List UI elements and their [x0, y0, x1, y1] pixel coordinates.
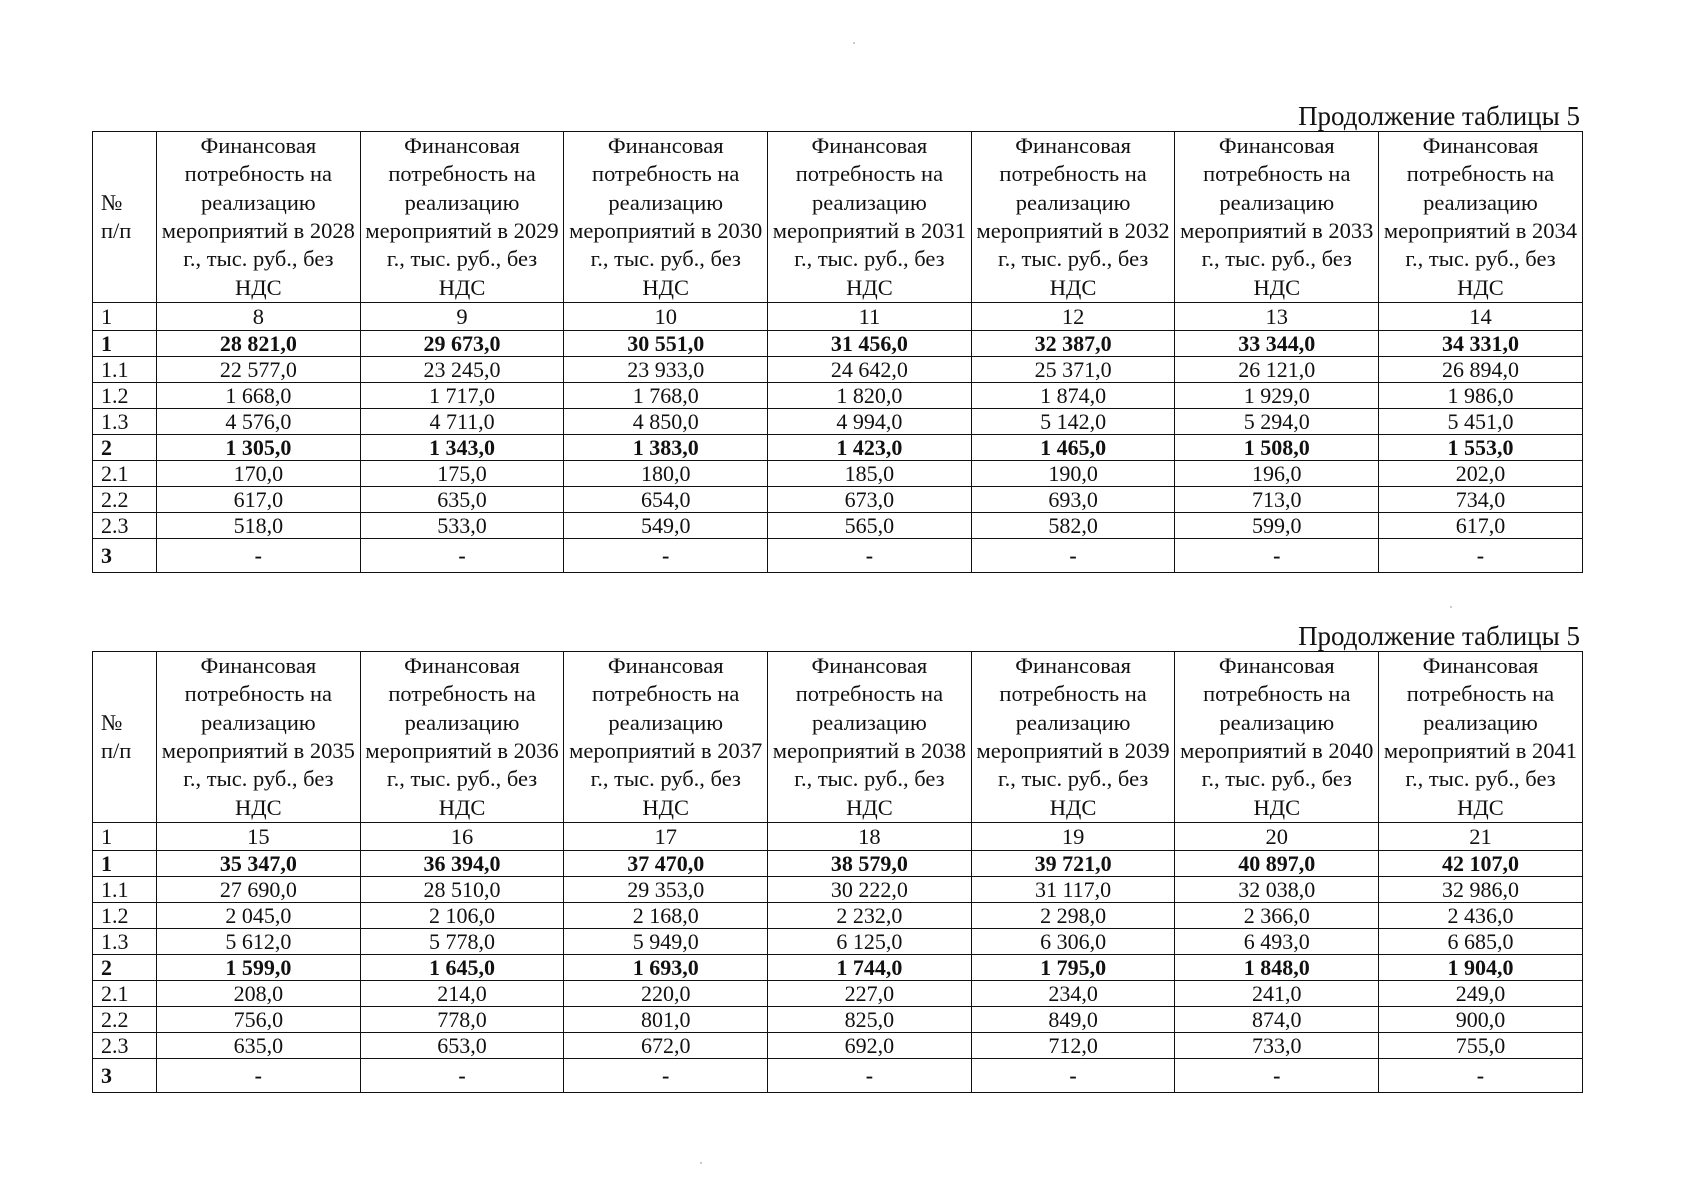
value-cell: 29 353,0	[564, 877, 768, 903]
value-cell: 635,0	[360, 487, 564, 513]
value-cell: 1 848,0	[1175, 955, 1379, 981]
table-row	[93, 851, 1583, 877]
value-cell: 6 493,0	[1175, 929, 1379, 955]
table-caption: Продолжение таблицы 5	[1298, 101, 1580, 131]
value-cell: 5 778,0	[360, 929, 564, 955]
column-number-row	[93, 823, 1583, 851]
value-cell: 39 721,0	[971, 851, 1175, 877]
header-cell: Финансовая потребность на реализацию мероприятий в 2031 г., тыс. руб., без НДС	[768, 132, 972, 303]
header-cell: Финансовая потребность на реализацию мероприятий в 2029 г., тыс. руб., без НДС	[360, 132, 564, 303]
value-cell: 36 394,0	[360, 851, 564, 877]
value-cell: -	[768, 1059, 972, 1093]
value-cell: 712,0	[971, 1033, 1175, 1059]
value-cell: 1 645,0	[360, 955, 564, 981]
value-cell: 42 107,0	[1379, 851, 1583, 877]
value-cell: 190,0	[971, 461, 1175, 487]
table-row	[93, 929, 1583, 955]
value-cell: -	[1175, 539, 1379, 573]
value-cell: 849,0	[971, 1007, 1175, 1033]
column-number-cell: 16	[360, 823, 564, 851]
value-cell: 185,0	[768, 461, 972, 487]
value-cell: 5 451,0	[1379, 409, 1583, 435]
table-row	[93, 513, 1583, 539]
value-cell: 37 470,0	[564, 851, 768, 877]
value-cell: 38 579,0	[768, 851, 972, 877]
table-caption: Продолжение таблицы 5	[1298, 621, 1580, 651]
value-cell: -	[971, 1059, 1175, 1093]
row-number-cell: 1.3	[93, 409, 157, 435]
scan-speck	[700, 1162, 702, 1164]
row-number-cell: 2.3	[93, 1033, 157, 1059]
value-cell: 654,0	[564, 487, 768, 513]
row-number-cell: 2.3	[93, 513, 157, 539]
value-cell: 4 711,0	[360, 409, 564, 435]
table-row	[93, 1033, 1583, 1059]
value-cell: -	[1379, 539, 1583, 573]
row-number-cell: 1.1	[93, 877, 157, 903]
table-block-2	[92, 621, 1582, 1093]
value-cell: 1 599,0	[157, 955, 361, 981]
value-cell: 33 344,0	[1175, 331, 1379, 357]
financial-table	[92, 651, 1583, 1093]
column-number-cell: 21	[1379, 823, 1583, 851]
value-cell: 617,0	[1379, 513, 1583, 539]
header-cell: Финансовая потребность на реализацию мероприятий в 2041 г., тыс. руб., без НДС	[1379, 652, 1583, 823]
value-cell: 2 106,0	[360, 903, 564, 929]
value-cell: 23 245,0	[360, 357, 564, 383]
table-row	[93, 1059, 1583, 1093]
value-cell: 755,0	[1379, 1033, 1583, 1059]
column-number-cell: 11	[768, 303, 972, 331]
table-row	[93, 461, 1583, 487]
value-cell: 175,0	[360, 461, 564, 487]
header-cell: Финансовая потребность на реализацию мероприятий в 2040 г., тыс. руб., без НДС	[1175, 652, 1379, 823]
value-cell: 227,0	[768, 981, 972, 1007]
value-cell: 34 331,0	[1379, 331, 1583, 357]
value-cell: 582,0	[971, 513, 1175, 539]
value-cell: 29 673,0	[360, 331, 564, 357]
value-cell: -	[157, 1059, 361, 1093]
value-cell: 756,0	[157, 1007, 361, 1033]
value-cell: 2 298,0	[971, 903, 1175, 929]
value-cell: -	[157, 539, 361, 573]
value-cell: 734,0	[1379, 487, 1583, 513]
table-row	[93, 1007, 1583, 1033]
header-cell: Финансовая потребность на реализацию мероприятий в 2039 г., тыс. руб., без НДС	[971, 652, 1175, 823]
value-cell: 26 121,0	[1175, 357, 1379, 383]
column-number-cell: 1	[93, 823, 157, 851]
header-cell: Финансовая потребность на реализацию мероприятий в 2028 г., тыс. руб., без НДС	[157, 132, 361, 303]
column-number-cell: 17	[564, 823, 768, 851]
column-number-cell: 8	[157, 303, 361, 331]
value-cell: 1 986,0	[1379, 383, 1583, 409]
value-cell: 32 038,0	[1175, 877, 1379, 903]
column-number-cell: 20	[1175, 823, 1379, 851]
header-cell: Финансовая потребность на реализацию мероприятий в 2035 г., тыс. руб., без НДС	[157, 652, 361, 823]
value-cell: -	[1379, 1059, 1583, 1093]
header-cell: Финансовая потребность на реализацию мероприятий в 2036 г., тыс. руб., без НДС	[360, 652, 564, 823]
value-cell: -	[564, 1059, 768, 1093]
value-cell: 31 456,0	[768, 331, 972, 357]
value-cell: 4 994,0	[768, 409, 972, 435]
value-cell: -	[971, 539, 1175, 573]
value-cell: 40 897,0	[1175, 851, 1379, 877]
column-number-cell: 9	[360, 303, 564, 331]
value-cell: 234,0	[971, 981, 1175, 1007]
table-row	[93, 487, 1583, 513]
column-number-cell: 12	[971, 303, 1175, 331]
value-cell: 2 366,0	[1175, 903, 1379, 929]
value-cell: 1 668,0	[157, 383, 361, 409]
value-cell: 202,0	[1379, 461, 1583, 487]
row-number-cell: 1.2	[93, 383, 157, 409]
table-block-1	[92, 101, 1582, 573]
value-cell: 1 383,0	[564, 435, 768, 461]
header-cell: Финансовая потребность на реализацию мероприятий в 2032 г., тыс. руб., без НДС	[971, 132, 1175, 303]
column-number-cell: 19	[971, 823, 1175, 851]
header-row	[93, 132, 1583, 303]
value-cell: 220,0	[564, 981, 768, 1007]
value-cell: 5 294,0	[1175, 409, 1379, 435]
row-number-cell: 1	[93, 331, 157, 357]
value-cell: 1 423,0	[768, 435, 972, 461]
value-cell: 28 510,0	[360, 877, 564, 903]
value-cell: 518,0	[157, 513, 361, 539]
value-cell: 6 306,0	[971, 929, 1175, 955]
header-cell-number: № п/п	[93, 132, 157, 303]
table-row	[93, 955, 1583, 981]
value-cell: 1 465,0	[971, 435, 1175, 461]
value-cell: 24 642,0	[768, 357, 972, 383]
row-number-cell: 2.2	[93, 487, 157, 513]
value-cell: 801,0	[564, 1007, 768, 1033]
row-number-cell: 1.3	[93, 929, 157, 955]
table-row	[93, 383, 1583, 409]
value-cell: 713,0	[1175, 487, 1379, 513]
value-cell: 180,0	[564, 461, 768, 487]
table-row	[93, 409, 1583, 435]
value-cell: 30 551,0	[564, 331, 768, 357]
value-cell: 1 820,0	[768, 383, 972, 409]
value-cell: 196,0	[1175, 461, 1379, 487]
financial-table	[92, 131, 1583, 573]
value-cell: -	[1175, 1059, 1379, 1093]
value-cell: 28 821,0	[157, 331, 361, 357]
value-cell: 5 949,0	[564, 929, 768, 955]
column-number-cell: 15	[157, 823, 361, 851]
row-number-cell: 2.1	[93, 461, 157, 487]
value-cell: 1 874,0	[971, 383, 1175, 409]
value-cell: 1 744,0	[768, 955, 972, 981]
value-cell: 673,0	[768, 487, 972, 513]
value-cell: 1 553,0	[1379, 435, 1583, 461]
value-cell: 1 929,0	[1175, 383, 1379, 409]
header-cell: Финансовая потребность на реализацию мероприятий в 2030 г., тыс. руб., без НДС	[564, 132, 768, 303]
value-cell: -	[360, 1059, 564, 1093]
row-number-cell: 3	[93, 1059, 157, 1093]
value-cell: 599,0	[1175, 513, 1379, 539]
value-cell: 4 576,0	[157, 409, 361, 435]
value-cell: 672,0	[564, 1033, 768, 1059]
header-cell: Финансовая потребность на реализацию мероприятий в 2038 г., тыс. руб., без НДС	[768, 652, 972, 823]
value-cell: 27 690,0	[157, 877, 361, 903]
row-number-cell: 3	[93, 539, 157, 573]
value-cell: 5 142,0	[971, 409, 1175, 435]
value-cell: 23 933,0	[564, 357, 768, 383]
value-cell: 693,0	[971, 487, 1175, 513]
column-number-cell: 18	[768, 823, 972, 851]
table-row	[93, 435, 1583, 461]
value-cell: 825,0	[768, 1007, 972, 1033]
column-number-row	[93, 303, 1583, 331]
row-number-cell: 1.1	[93, 357, 157, 383]
value-cell: 1 508,0	[1175, 435, 1379, 461]
value-cell: 1 904,0	[1379, 955, 1583, 981]
value-cell: 6 685,0	[1379, 929, 1583, 955]
value-cell: 692,0	[768, 1033, 972, 1059]
value-cell: 733,0	[1175, 1033, 1379, 1059]
value-cell: 31 117,0	[971, 877, 1175, 903]
column-number-cell: 14	[1379, 303, 1583, 331]
value-cell: -	[564, 539, 768, 573]
value-cell: 249,0	[1379, 981, 1583, 1007]
value-cell: -	[360, 539, 564, 573]
value-cell: 874,0	[1175, 1007, 1379, 1033]
value-cell: 32 387,0	[971, 331, 1175, 357]
row-number-cell: 2	[93, 435, 157, 461]
value-cell: -	[768, 539, 972, 573]
value-cell: 241,0	[1175, 981, 1379, 1007]
column-number-cell: 10	[564, 303, 768, 331]
table-row	[93, 331, 1583, 357]
value-cell: 900,0	[1379, 1007, 1583, 1033]
table-row	[93, 539, 1583, 573]
value-cell: 549,0	[564, 513, 768, 539]
value-cell: 1 768,0	[564, 383, 768, 409]
value-cell: 26 894,0	[1379, 357, 1583, 383]
header-cell: Финансовая потребность на реализацию мероприятий в 2033 г., тыс. руб., без НДС	[1175, 132, 1379, 303]
value-cell: 35 347,0	[157, 851, 361, 877]
value-cell: 2 045,0	[157, 903, 361, 929]
value-cell: 2 436,0	[1379, 903, 1583, 929]
value-cell: 565,0	[768, 513, 972, 539]
row-number-cell: 1.2	[93, 903, 157, 929]
value-cell: 778,0	[360, 1007, 564, 1033]
value-cell: 30 222,0	[768, 877, 972, 903]
row-number-cell: 2.2	[93, 1007, 157, 1033]
value-cell: 2 168,0	[564, 903, 768, 929]
table-row	[93, 357, 1583, 383]
column-number-cell: 13	[1175, 303, 1379, 331]
header-cell: Финансовая потребность на реализацию мероприятий в 2037 г., тыс. руб., без НДС	[564, 652, 768, 823]
scan-speck	[853, 42, 855, 44]
value-cell: 32 986,0	[1379, 877, 1583, 903]
value-cell: 1 717,0	[360, 383, 564, 409]
row-number-cell: 2	[93, 955, 157, 981]
column-number-cell: 1	[93, 303, 157, 331]
row-number-cell: 2.1	[93, 981, 157, 1007]
table-row	[93, 877, 1583, 903]
header-row	[93, 652, 1583, 823]
value-cell: 1 795,0	[971, 955, 1175, 981]
header-cell: Финансовая потребность на реализацию мероприятий в 2034 г., тыс. руб., без НДС	[1379, 132, 1583, 303]
value-cell: 2 232,0	[768, 903, 972, 929]
row-number-cell: 1	[93, 851, 157, 877]
value-cell: 214,0	[360, 981, 564, 1007]
value-cell: 635,0	[157, 1033, 361, 1059]
value-cell: 617,0	[157, 487, 361, 513]
value-cell: 25 371,0	[971, 357, 1175, 383]
value-cell: 6 125,0	[768, 929, 972, 955]
value-cell: 208,0	[157, 981, 361, 1007]
scan-speck	[1450, 606, 1452, 608]
value-cell: 1 305,0	[157, 435, 361, 461]
header-cell-number: № п/п	[93, 652, 157, 823]
value-cell: 533,0	[360, 513, 564, 539]
value-cell: 170,0	[157, 461, 361, 487]
value-cell: 5 612,0	[157, 929, 361, 955]
value-cell: 1 693,0	[564, 955, 768, 981]
value-cell: 1 343,0	[360, 435, 564, 461]
table-row	[93, 981, 1583, 1007]
value-cell: 22 577,0	[157, 357, 361, 383]
value-cell: 653,0	[360, 1033, 564, 1059]
table-row	[93, 903, 1583, 929]
value-cell: 4 850,0	[564, 409, 768, 435]
